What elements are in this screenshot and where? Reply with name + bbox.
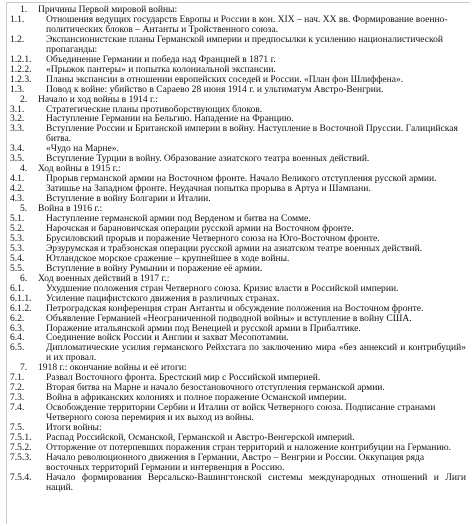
- outline-item-text: Начало революционного движения в Германии, Австро – Венгрии и России. Оккупация ряда восточных территорий Германии и интервенция в Россию.: [46, 451, 425, 473]
- outline-item: [10, 343, 466, 363]
- outline-item-text: Усиление пацифистского движения в различных странах.: [46, 292, 280, 304]
- outline-item-text: «Чудо на Марне».: [46, 143, 119, 155]
- outline-item-text: Ход военных действий в 1917 г.:: [38, 272, 170, 284]
- document-page: [6, 2, 470, 524]
- outline-item-text: Экспансионистские планы Германской империи и предпосылки к усилению националистической пропаганды:: [46, 33, 444, 55]
- outline-item-number: 7.2.: [10, 382, 25, 394]
- outline-item-number: 6.2.: [10, 312, 25, 324]
- outline-item-text: Поражение итальянской армии под Венецией и русской армии в Прибалтике.: [46, 322, 361, 334]
- outline-item-text: Развал Восточного фронта. Брестский мир с Российской империей.: [46, 372, 321, 384]
- outline-item-text: Начало формирования Версальско-Вашингтонской системы международных отношений и Лиги наций.: [46, 471, 466, 493]
- outline-item-number: 7.4.: [10, 402, 25, 414]
- outline-item-text: Отторжение от потерпевших поражения стран территорий и наложение контрибуции на Германию.: [46, 441, 452, 453]
- outline-item: [10, 473, 466, 493]
- outline-item-text: Освобождение территории Сербии и Италии от войск Четверного союза. Подписание странами Четверного союза перемирия и их выход из войны.: [46, 402, 436, 424]
- outline-item-number: 4.2.: [10, 183, 25, 195]
- outline-item-number: 6.5.: [10, 342, 25, 354]
- outline-item: [10, 35, 466, 55]
- outline-item: [10, 453, 466, 473]
- outline-item-number: 5.3.: [10, 232, 25, 244]
- outline-item-number: 7.3.: [10, 392, 25, 404]
- outline-item-number: 4.3.: [10, 193, 25, 205]
- outline-item-text: Ютландское морское сражение – крупнейшее в ходе войны.: [46, 252, 290, 264]
- outline-item-text: Петроградская конференция стран Антанты и обсуждение положения на Восточном фронте.: [46, 302, 424, 314]
- outline-item-number: 2.: [20, 93, 28, 105]
- outline-item-text: Прорыв германской армии на Восточном фронте. Начало Великого отступления русской армии.: [46, 173, 437, 185]
- outline-item-number: 5.: [20, 203, 28, 215]
- outline-item-text: Вторая битва на Марне и начало безостановочного отступления германской армии.: [46, 382, 385, 394]
- outline-item-number: 6.4.: [10, 332, 25, 344]
- outline-item-number: 6.1.: [10, 282, 25, 294]
- outline-item-text: Отношения ведущих государств Европы и России в кон. XIX – нач. XX вв. Формирование военно-политических блоков – Антанты и Тройственного союза.: [46, 13, 448, 35]
- outline-item-number: 1.2.: [10, 33, 25, 45]
- outline-item-number: 1.2.3.: [10, 73, 32, 85]
- outline-item-text: Соединение войск России и Англии и захват Месопотамии.: [46, 332, 289, 344]
- outline-item-text: Распад Российской, Османской, Германской и Австро-Венгерской империй.: [46, 431, 355, 443]
- outline-item-text: Наступление германской армии под Верденом и битва на Сомме.: [46, 213, 311, 225]
- outline-item-text: Итоги войны:: [46, 422, 102, 434]
- outline-item-number: 4.: [20, 163, 28, 175]
- outline-item-number: 1.3.: [10, 83, 25, 95]
- outline-item-text: Ход войны в 1915 г.:: [38, 163, 121, 175]
- outline-item-text: Затишье на Западном фронте. Неудачная попытка прорыва в Артуа и Шампани.: [46, 183, 371, 195]
- outline-item-text: Причины Первой мировой войны:: [38, 4, 178, 15]
- outline-item-text: «Прыжок пантеры» и попытка колониальной экспансии.: [46, 63, 276, 75]
- outline-item: [10, 124, 466, 144]
- outline-list: [10, 5, 466, 493]
- outline-item-text: Ухудшение положения стран Четверного союза. Кризис власти в Российской империи.: [46, 282, 399, 294]
- outline-item-text: Вступление России и Британской империи в войну. Наступление в Восточной Пруссии. Галицийская битва.: [46, 123, 458, 145]
- outline-item-text: Наступление Германии на Бельгию. Нападение на Францию.: [46, 113, 294, 125]
- outline-item-text: Стратегические планы противоборствующих блоков.: [46, 103, 263, 115]
- outline-item-text: Вступление в войну Болгарии и Италии.: [46, 193, 211, 205]
- page-top-border: [6, 2, 470, 3]
- outline-item-number: 7.5.2.: [10, 441, 32, 453]
- outline-item: [10, 15, 466, 35]
- outline-item-number: 1.2.2.: [10, 63, 32, 75]
- outline-item-number: 6.1.1.: [10, 292, 32, 304]
- outline-item-number: 3.1.: [10, 103, 25, 115]
- outline-item-text: Объявление Германией «Неограниченной подводной войны» и вступление в войну США.: [46, 312, 412, 324]
- outline-item-number: 7.5.4.: [10, 471, 32, 483]
- outline-item-text: Повод к войне: убийство в Сараево 28 июня 1914 г. и ультиматум Австро-Венгрии.: [46, 83, 384, 95]
- outline-item-number: 5.1.: [10, 213, 25, 225]
- outline-item-number: 1.2.1.: [10, 53, 32, 65]
- outline-item-text: Нарочская и барановичская операции русской армии на Восточном фронте.: [46, 222, 354, 234]
- outline-item-number: 7.: [20, 362, 28, 374]
- outline-item-number: 3.2.: [10, 113, 25, 125]
- outline-item-text: Планы экспансии в отношении европейских соседей и России. «План фон Шлиффена».: [46, 73, 404, 85]
- outline-item-text: Брусиловский прорыв и поражение Четверного союза на Юго-Восточном фронте.: [46, 232, 380, 244]
- outline-item-text: Вступление Турции в войну. Образование азиатского театра военных действий.: [46, 153, 370, 165]
- outline-item-text: Объединение Германии и победа над Францией в 1871 г.: [46, 53, 276, 65]
- outline-item: [10, 403, 466, 423]
- outline-item-number: 7.5.: [10, 422, 25, 434]
- outline-item-text: 1918 г.: окончание войны и её итоги:: [38, 362, 187, 374]
- outline-item-text: Начало и ход войны в 1914 г.:: [38, 93, 158, 105]
- outline-item-number: 5.2.: [10, 222, 25, 234]
- outline-item-number: 3.4.: [10, 143, 25, 155]
- page-left-border: [6, 2, 7, 524]
- outline-item-number: 7.5.1.: [10, 431, 32, 443]
- outline-item-number: 7.5.3.: [10, 451, 32, 463]
- outline-item-number: 6.1.2.: [10, 302, 32, 314]
- outline-item-text: Дипломатические усилия германского Рейхстага по заключению мира «без аннексий и контрибуций» и их провал.: [46, 342, 466, 364]
- outline-item-number: 3.5.: [10, 153, 25, 165]
- outline-item-text: Вступление в войну Румынии и поражение её армии.: [46, 262, 263, 274]
- outline-item-number: 5.5.: [10, 262, 25, 274]
- outline-item-number: 7.1.: [10, 372, 25, 384]
- outline-item-number: 6.: [20, 272, 28, 284]
- outline-item-number: 5.4.: [10, 252, 25, 264]
- outline-item-number: 1.1.: [10, 13, 25, 25]
- outline-item-number: 1.: [20, 4, 28, 15]
- outline-item: [10, 314, 466, 324]
- outline-item-number: 3.3.: [10, 123, 25, 135]
- outline-item-text: Война в африканских колониях и полное поражение Османской империи.: [46, 392, 347, 404]
- outline-item-number: 4.1.: [10, 173, 25, 185]
- outline-item-number: 6.3.: [10, 322, 25, 334]
- outline-item-text: Война в 1916 г.:: [38, 203, 103, 215]
- outline-item-number: 5.3.: [10, 242, 25, 254]
- outline-item-text: Эрзурумская и трабзонская операции русской армии на азиатском театре военных действий.: [46, 242, 423, 254]
